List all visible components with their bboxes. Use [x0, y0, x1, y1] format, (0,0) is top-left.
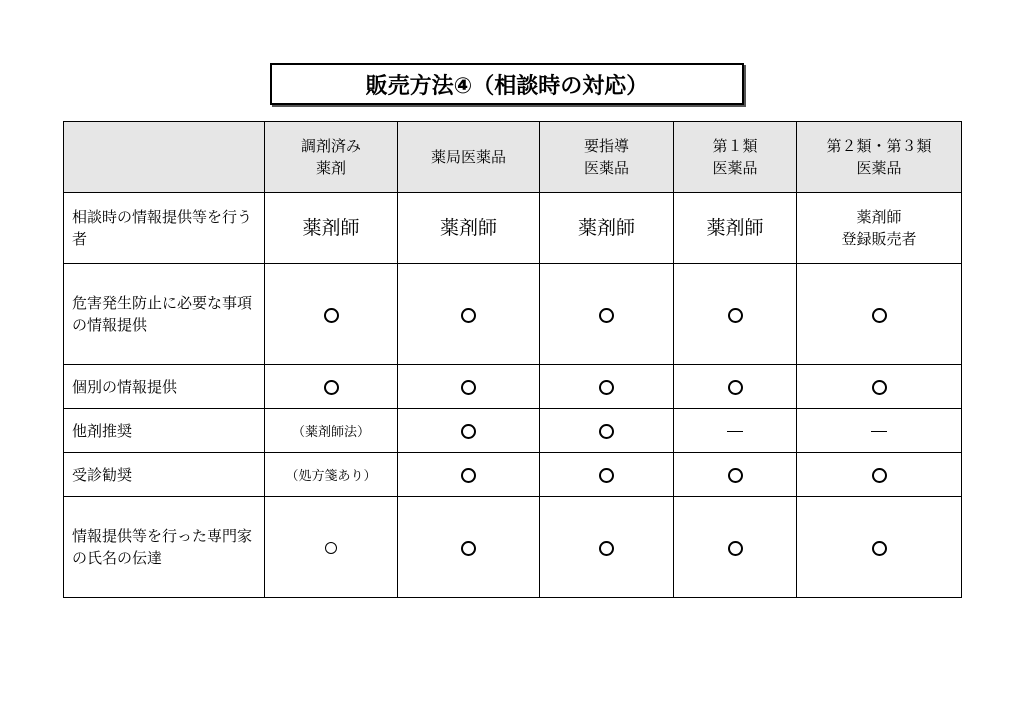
table-cell	[540, 193, 674, 264]
column-header-line: 要指導	[583, 137, 629, 155]
circle-mark-icon	[461, 380, 476, 395]
table-cell	[540, 453, 674, 497]
table-cell	[398, 365, 540, 409]
circle-mark-icon	[728, 468, 743, 483]
table-cell	[797, 453, 962, 497]
cell-text: （薬剤師法）	[291, 425, 370, 440]
dash-mark-icon	[871, 431, 887, 432]
table-cell	[674, 193, 797, 264]
column-header-line: 第１類	[712, 137, 758, 155]
cell-text: （処方箋あり）	[285, 469, 377, 484]
column-header-c2	[398, 122, 540, 193]
row-label: 相談時の情報提供等を行う者	[72, 208, 253, 248]
circle-mark-icon	[599, 308, 614, 323]
table-cell	[674, 264, 797, 365]
circle-mark-icon	[872, 541, 887, 556]
table-cell	[674, 453, 797, 497]
row-label-cell	[64, 453, 265, 497]
circle-mark-icon	[872, 468, 887, 483]
table-header-row	[64, 122, 962, 193]
table-cell	[674, 365, 797, 409]
column-header-line: 医薬品	[583, 159, 629, 177]
circle-mark-icon	[461, 468, 476, 483]
column-header-line: 第２類・第３類	[826, 137, 932, 155]
table-cell	[674, 409, 797, 453]
table-cell	[540, 365, 674, 409]
row-label-cell	[64, 264, 265, 365]
table-cell	[797, 409, 962, 453]
table-cell	[398, 193, 540, 264]
circle-mark-icon	[461, 424, 476, 439]
table-row	[64, 365, 962, 409]
row-label: 他剤推奨	[72, 421, 133, 440]
table-cell	[265, 264, 398, 365]
table-row	[64, 453, 962, 497]
column-header-line: 医薬品	[856, 159, 902, 177]
circle-mark-icon	[728, 541, 743, 556]
table-cell	[265, 193, 398, 264]
table-cell	[398, 497, 540, 598]
cell-text: 登録販売者	[841, 230, 917, 248]
table-cell	[797, 264, 962, 365]
row-label-cell	[64, 409, 265, 453]
table-cell	[398, 453, 540, 497]
table-cell	[797, 365, 962, 409]
table-cell	[265, 497, 398, 598]
column-header-line: 調剤済み	[300, 137, 361, 155]
table-cell	[797, 193, 962, 264]
row-label: 受診勧奨	[72, 465, 133, 484]
row-label-cell	[64, 365, 265, 409]
circle-mark-icon	[599, 380, 614, 395]
table-cell	[540, 497, 674, 598]
page-title: 販売方法④（相談時の対応）	[270, 63, 744, 105]
column-header-line: 医薬品	[712, 159, 758, 177]
table-cell	[797, 497, 962, 598]
row-label: 個別の情報提供	[72, 377, 178, 396]
header-corner-cell	[64, 122, 265, 193]
circle-mark-icon	[872, 308, 887, 323]
table-row	[64, 193, 962, 264]
cell-text: 薬剤師	[856, 208, 902, 226]
table-cell	[674, 497, 797, 598]
table-cell	[398, 264, 540, 365]
row-label: 情報提供等を行った専門家の氏名の伝達	[72, 527, 253, 567]
table-row	[64, 264, 962, 365]
cell-text: 薬剤師	[302, 217, 360, 239]
row-label-cell	[64, 193, 265, 264]
row-label-cell	[64, 497, 265, 598]
column-header-line: 薬剤	[315, 159, 346, 177]
cell-text: 薬剤師	[439, 217, 497, 239]
table-cell	[540, 409, 674, 453]
column-header-c5	[797, 122, 962, 193]
circle-mark-icon	[461, 541, 476, 556]
circle-mark-icon	[872, 380, 887, 395]
circle-mark-icon	[325, 542, 337, 554]
circle-mark-icon	[599, 541, 614, 556]
row-label: 危害発生防止に必要な事項の情報提供	[72, 294, 253, 334]
sales-method-table	[63, 121, 962, 598]
circle-mark-icon	[599, 424, 614, 439]
circle-mark-icon	[324, 380, 339, 395]
table-cell	[398, 409, 540, 453]
circle-mark-icon	[324, 308, 339, 323]
column-header-c1	[265, 122, 398, 193]
circle-mark-icon	[728, 380, 743, 395]
table-row	[64, 409, 962, 453]
table-cell	[265, 453, 398, 497]
circle-mark-icon	[461, 308, 476, 323]
column-header-c4	[674, 122, 797, 193]
table-cell	[540, 264, 674, 365]
dash-mark-icon	[727, 431, 743, 432]
cell-text: 薬剤師	[577, 217, 635, 239]
table-row	[64, 497, 962, 598]
table-cell	[265, 365, 398, 409]
table-cell	[265, 409, 398, 453]
column-header-line: 薬局医薬品	[430, 148, 506, 166]
column-header-c3	[540, 122, 674, 193]
circle-mark-icon	[599, 468, 614, 483]
circle-mark-icon	[728, 308, 743, 323]
cell-text: 薬剤師	[706, 217, 764, 239]
